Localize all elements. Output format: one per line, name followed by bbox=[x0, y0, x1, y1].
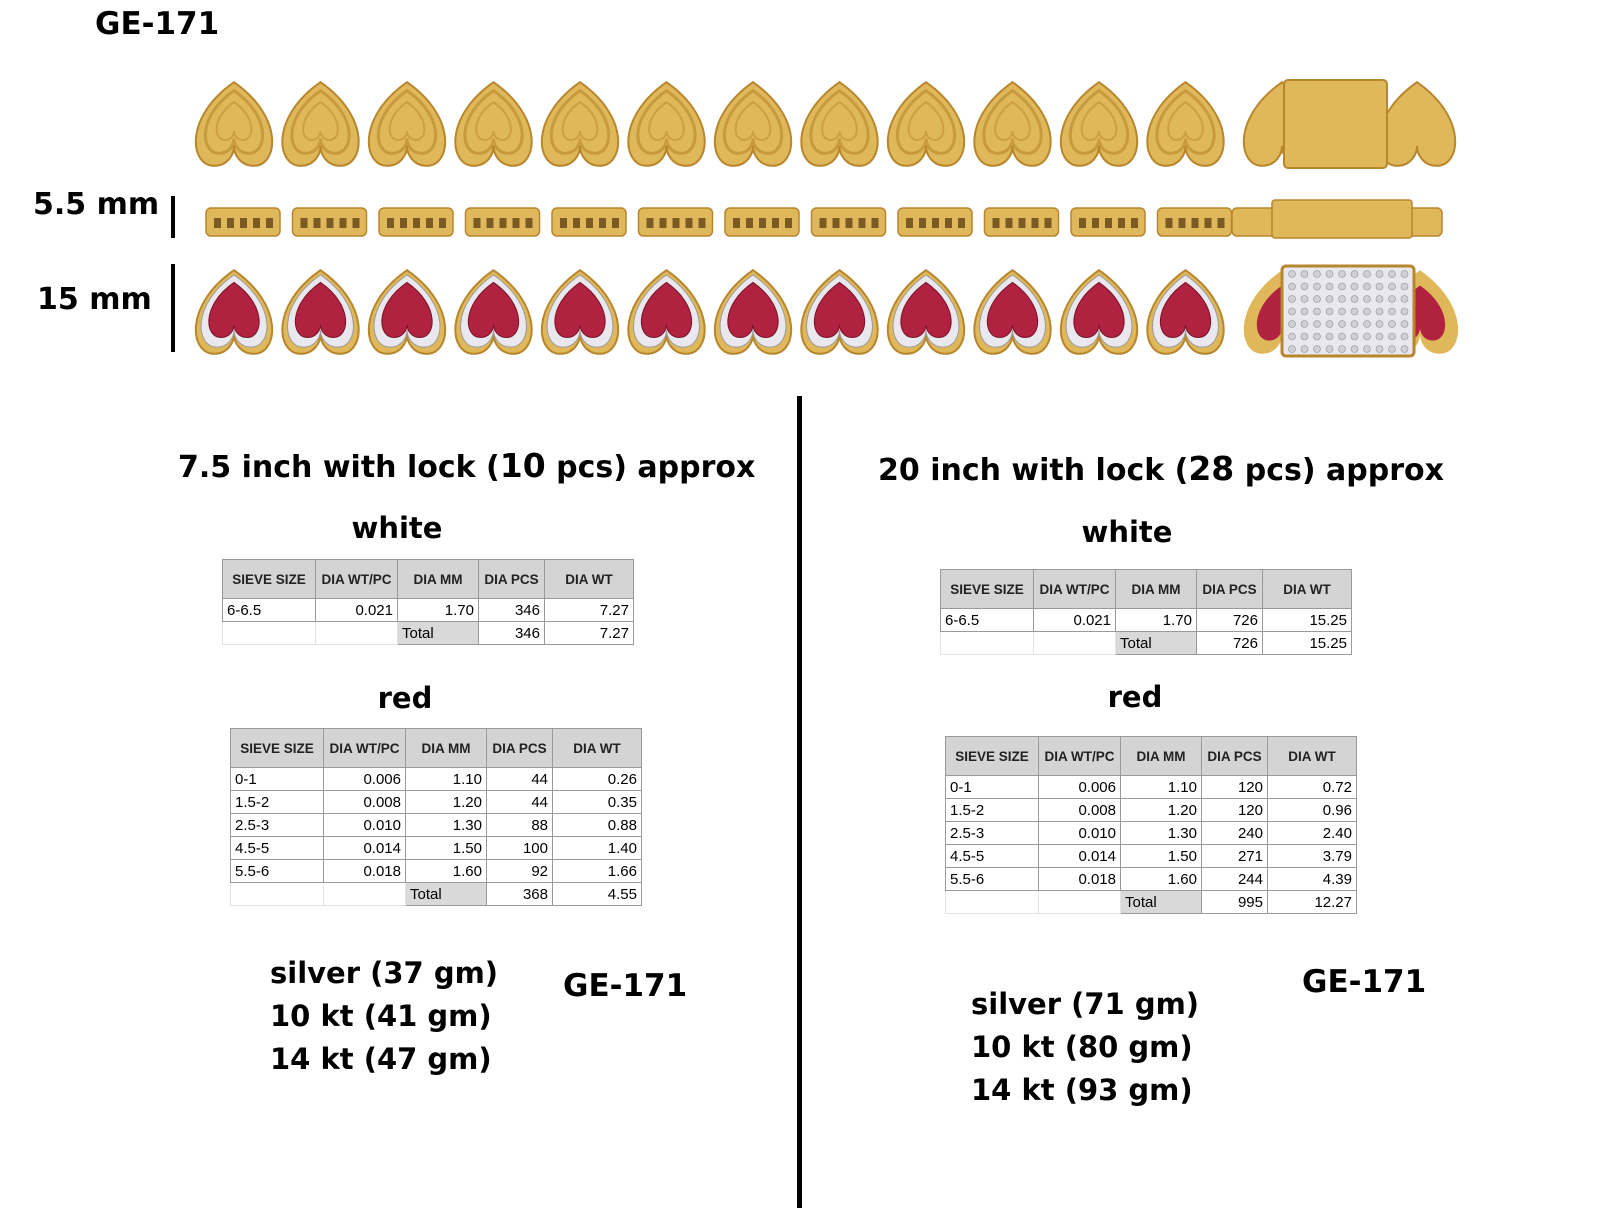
heart-link-icon bbox=[369, 82, 445, 166]
dia-wt-cell: 0.88 bbox=[553, 814, 642, 837]
dia-mm-cell: 1.20 bbox=[406, 791, 487, 814]
dia-wt-pc-cell: 0.006 bbox=[324, 768, 406, 791]
link-side-icon bbox=[898, 208, 972, 236]
left-product-code: GE-171 bbox=[563, 968, 688, 1004]
col-header: DIA WT bbox=[545, 560, 634, 599]
sieve-size-cell: 0-1 bbox=[231, 768, 324, 791]
dia-pcs-cell: 44 bbox=[487, 791, 553, 814]
metal-weight-line: 10 kt (80 gm) bbox=[971, 1030, 1193, 1064]
ruby-heart-link-icon bbox=[888, 270, 964, 354]
dia-mm-cell: 1.30 bbox=[406, 814, 487, 837]
col-header: DIA WT/PC bbox=[316, 560, 398, 599]
right-white-stone-table bbox=[940, 569, 1352, 655]
ruby-heart-link-icon bbox=[1061, 270, 1137, 354]
sieve-size-cell: 4.5-5 bbox=[946, 845, 1039, 868]
metal-weight-line: 10 kt (41 gm) bbox=[270, 999, 492, 1033]
blank-cell bbox=[231, 883, 324, 906]
table-row bbox=[946, 845, 1357, 868]
sieve-size-cell: 6-6.5 bbox=[223, 599, 316, 622]
bracelet-top-view-image bbox=[192, 78, 1472, 170]
dia-mm-cell: 1.70 bbox=[1116, 609, 1197, 632]
dia-wt-pc-cell: 0.008 bbox=[324, 791, 406, 814]
dia-pcs-cell: 100 bbox=[487, 837, 553, 860]
total-label: Total bbox=[406, 883, 487, 906]
right-heading-pcs: 28 bbox=[1188, 449, 1235, 488]
left-metal-weights bbox=[270, 952, 498, 1081]
total-row bbox=[941, 632, 1352, 655]
pave-clasp-icon bbox=[1244, 266, 1458, 356]
col-header: DIA MM bbox=[406, 729, 487, 768]
dia-pcs-cell: 88 bbox=[487, 814, 553, 837]
dia-pcs-cell: 120 bbox=[1202, 776, 1268, 799]
dia-mm-cell: 1.10 bbox=[406, 768, 487, 791]
link-side-icon bbox=[293, 208, 367, 236]
ruby-heart-link-icon bbox=[542, 270, 618, 354]
blank-cell bbox=[223, 622, 316, 645]
dia-wt-pc-cell: 0.021 bbox=[1034, 609, 1116, 632]
product-code-title: GE-171 bbox=[95, 6, 220, 42]
col-header: DIA WT bbox=[553, 729, 642, 768]
dia-wt-cell: 15.25 bbox=[1263, 609, 1352, 632]
table-row bbox=[946, 868, 1357, 891]
dia-pcs-cell: 120 bbox=[1202, 799, 1268, 822]
col-header: SIEVE SIZE bbox=[223, 560, 316, 599]
heart-link-icon bbox=[196, 82, 272, 166]
dia-pcs-cell: 92 bbox=[487, 860, 553, 883]
table-row bbox=[231, 814, 642, 837]
heart-link-icon bbox=[801, 82, 877, 166]
left-red-title: red bbox=[377, 681, 433, 715]
dia-wt-cell: 0.72 bbox=[1268, 776, 1357, 799]
col-header: SIEVE SIZE bbox=[941, 570, 1034, 609]
dia-wt-pc-cell: 0.014 bbox=[1039, 845, 1121, 868]
dia-wt-pc-cell: 0.018 bbox=[324, 860, 406, 883]
left-white-title: white bbox=[351, 511, 443, 545]
total-label: Total bbox=[398, 622, 479, 645]
table-row bbox=[941, 609, 1352, 632]
right-red-title: red bbox=[1107, 680, 1163, 714]
table-row bbox=[946, 776, 1357, 799]
metal-weight-line: 14 kt (47 gm) bbox=[270, 1042, 492, 1076]
total-pcs-cell: 368 bbox=[487, 883, 553, 906]
ruby-heart-link-icon bbox=[455, 270, 531, 354]
clasp-lock-icon bbox=[1244, 80, 1455, 168]
right-metal-weights bbox=[971, 983, 1199, 1112]
metal-weight-line: 14 kt (93 gm) bbox=[971, 1073, 1193, 1107]
left-red-stone-table bbox=[230, 728, 642, 906]
dia-wt-pc-cell: 0.014 bbox=[324, 837, 406, 860]
height-dimension-label: 5.5 mm bbox=[33, 187, 160, 222]
dia-mm-cell: 1.60 bbox=[406, 860, 487, 883]
dia-wt-cell: 0.26 bbox=[553, 768, 642, 791]
ruby-heart-link-icon bbox=[715, 270, 791, 354]
clasp-side-icon bbox=[1232, 200, 1442, 238]
left-white-stone-table bbox=[222, 559, 634, 645]
dia-wt-cell: 0.35 bbox=[553, 791, 642, 814]
table-row bbox=[231, 837, 642, 860]
sieve-size-cell: 2.5-3 bbox=[946, 822, 1039, 845]
heart-link-icon bbox=[628, 82, 704, 166]
col-header: DIA WT/PC bbox=[324, 729, 406, 768]
ruby-heart-link-icon bbox=[801, 270, 877, 354]
sieve-size-cell: 2.5-3 bbox=[231, 814, 324, 837]
table-row bbox=[223, 599, 634, 622]
col-header: DIA MM bbox=[398, 560, 479, 599]
right-red-stone-table bbox=[945, 736, 1357, 914]
column-divider bbox=[797, 396, 802, 1208]
ruby-heart-link-icon bbox=[282, 270, 358, 354]
ruby-heart-link-icon bbox=[974, 270, 1050, 354]
dia-pcs-cell: 271 bbox=[1202, 845, 1268, 868]
link-side-icon bbox=[639, 208, 713, 236]
blank-cell bbox=[316, 622, 398, 645]
dia-pcs-cell: 240 bbox=[1202, 822, 1268, 845]
blank-cell bbox=[324, 883, 406, 906]
blank-cell bbox=[1039, 891, 1121, 914]
link-side-icon bbox=[985, 208, 1059, 236]
heart-link-icon bbox=[888, 82, 964, 166]
col-header: SIEVE SIZE bbox=[231, 729, 324, 768]
heart-link-icon bbox=[455, 82, 531, 166]
dia-wt-cell: 1.66 bbox=[553, 860, 642, 883]
col-header: DIA PCS bbox=[487, 729, 553, 768]
dia-mm-cell: 1.10 bbox=[1121, 776, 1202, 799]
total-wt-cell: 12.27 bbox=[1268, 891, 1357, 914]
right-product-code: GE-171 bbox=[1302, 964, 1427, 1000]
dia-mm-cell: 1.70 bbox=[398, 599, 479, 622]
link-side-icon bbox=[552, 208, 626, 236]
sieve-size-cell: 0-1 bbox=[946, 776, 1039, 799]
sieve-size-cell: 6-6.5 bbox=[941, 609, 1034, 632]
dia-wt-pc-cell: 0.021 bbox=[316, 599, 398, 622]
link-side-icon bbox=[812, 208, 886, 236]
dia-mm-cell: 1.20 bbox=[1121, 799, 1202, 822]
right-heading-suffix: pcs) approx bbox=[1234, 453, 1444, 488]
col-header: DIA PCS bbox=[1202, 737, 1268, 776]
width-dimension-bar bbox=[171, 264, 175, 352]
col-header: DIA MM bbox=[1121, 737, 1202, 776]
link-side-icon bbox=[725, 208, 799, 236]
total-wt-cell: 15.25 bbox=[1263, 632, 1352, 655]
heart-link-icon bbox=[1147, 82, 1223, 166]
table-row bbox=[946, 822, 1357, 845]
blank-cell bbox=[946, 891, 1039, 914]
link-side-icon bbox=[1158, 208, 1232, 236]
dia-wt-cell: 0.96 bbox=[1268, 799, 1357, 822]
table-row bbox=[231, 768, 642, 791]
sieve-size-cell: 1.5-2 bbox=[231, 791, 324, 814]
metal-weight-line: silver (71 gm) bbox=[971, 987, 1200, 1021]
right-heading-prefix: 20 inch with lock ( bbox=[878, 453, 1189, 488]
sieve-size-cell: 1.5-2 bbox=[946, 799, 1039, 822]
right-heading bbox=[878, 449, 1444, 488]
heart-link-icon bbox=[974, 82, 1050, 166]
total-wt-cell: 7.27 bbox=[545, 622, 634, 645]
link-side-icon bbox=[1071, 208, 1145, 236]
dia-pcs-cell: 726 bbox=[1197, 609, 1263, 632]
col-header: DIA MM bbox=[1116, 570, 1197, 609]
width-dimension-label: 15 mm bbox=[37, 282, 152, 317]
total-label: Total bbox=[1121, 891, 1202, 914]
table-row bbox=[231, 791, 642, 814]
metal-weight-line: silver (37 gm) bbox=[270, 956, 499, 990]
sieve-size-cell: 5.5-6 bbox=[946, 868, 1039, 891]
dia-pcs-cell: 346 bbox=[479, 599, 545, 622]
left-heading-prefix: 7.5 inch with lock ( bbox=[178, 450, 500, 485]
dia-wt-cell: 7.27 bbox=[545, 599, 634, 622]
col-header: DIA WT/PC bbox=[1034, 570, 1116, 609]
height-dimension-bar bbox=[171, 196, 175, 238]
ruby-heart-link-icon bbox=[369, 270, 445, 354]
dia-wt-pc-cell: 0.010 bbox=[1039, 822, 1121, 845]
blank-cell bbox=[941, 632, 1034, 655]
dia-wt-pc-cell: 0.018 bbox=[1039, 868, 1121, 891]
ruby-heart-link-icon bbox=[1147, 270, 1223, 354]
dia-wt-cell: 3.79 bbox=[1268, 845, 1357, 868]
sieve-size-cell: 4.5-5 bbox=[231, 837, 324, 860]
total-pcs-cell: 346 bbox=[479, 622, 545, 645]
heart-link-icon bbox=[715, 82, 791, 166]
dia-mm-cell: 1.30 bbox=[1121, 822, 1202, 845]
total-row bbox=[223, 622, 634, 645]
dia-mm-cell: 1.50 bbox=[406, 837, 487, 860]
total-pcs-cell: 995 bbox=[1202, 891, 1268, 914]
sieve-size-cell: 5.5-6 bbox=[231, 860, 324, 883]
ruby-heart-link-icon bbox=[196, 270, 272, 354]
total-wt-cell: 4.55 bbox=[553, 883, 642, 906]
ruby-heart-link-icon bbox=[628, 270, 704, 354]
link-side-icon bbox=[379, 208, 453, 236]
heart-link-icon bbox=[542, 82, 618, 166]
col-header: SIEVE SIZE bbox=[946, 737, 1039, 776]
dia-pcs-cell: 244 bbox=[1202, 868, 1268, 891]
blank-cell bbox=[1034, 632, 1116, 655]
total-row bbox=[946, 891, 1357, 914]
link-side-icon bbox=[466, 208, 540, 236]
left-heading-suffix: pcs) approx bbox=[545, 450, 756, 485]
total-label: Total bbox=[1116, 632, 1197, 655]
link-side-icon bbox=[206, 208, 280, 236]
col-header: DIA WT bbox=[1263, 570, 1352, 609]
table-row bbox=[946, 799, 1357, 822]
col-header: DIA WT bbox=[1268, 737, 1357, 776]
dia-wt-pc-cell: 0.010 bbox=[324, 814, 406, 837]
heart-link-icon bbox=[282, 82, 358, 166]
dia-wt-cell: 1.40 bbox=[553, 837, 642, 860]
bracelet-side-view-image bbox=[192, 198, 1472, 240]
heart-link-icon bbox=[1061, 82, 1137, 166]
bracelet-stone-view-image bbox=[192, 264, 1472, 358]
left-heading bbox=[178, 446, 755, 485]
total-row bbox=[231, 883, 642, 906]
dia-wt-pc-cell: 0.008 bbox=[1039, 799, 1121, 822]
dia-mm-cell: 1.60 bbox=[1121, 868, 1202, 891]
right-white-title: white bbox=[1081, 515, 1173, 549]
col-header: DIA WT/PC bbox=[1039, 737, 1121, 776]
dia-pcs-cell: 44 bbox=[487, 768, 553, 791]
dia-wt-pc-cell: 0.006 bbox=[1039, 776, 1121, 799]
col-header: DIA PCS bbox=[479, 560, 545, 599]
dia-mm-cell: 1.50 bbox=[1121, 845, 1202, 868]
col-header: DIA PCS bbox=[1197, 570, 1263, 609]
left-heading-pcs: 10 bbox=[499, 446, 546, 485]
dia-wt-cell: 4.39 bbox=[1268, 868, 1357, 891]
table-row bbox=[231, 860, 642, 883]
total-pcs-cell: 726 bbox=[1197, 632, 1263, 655]
dia-wt-cell: 2.40 bbox=[1268, 822, 1357, 845]
